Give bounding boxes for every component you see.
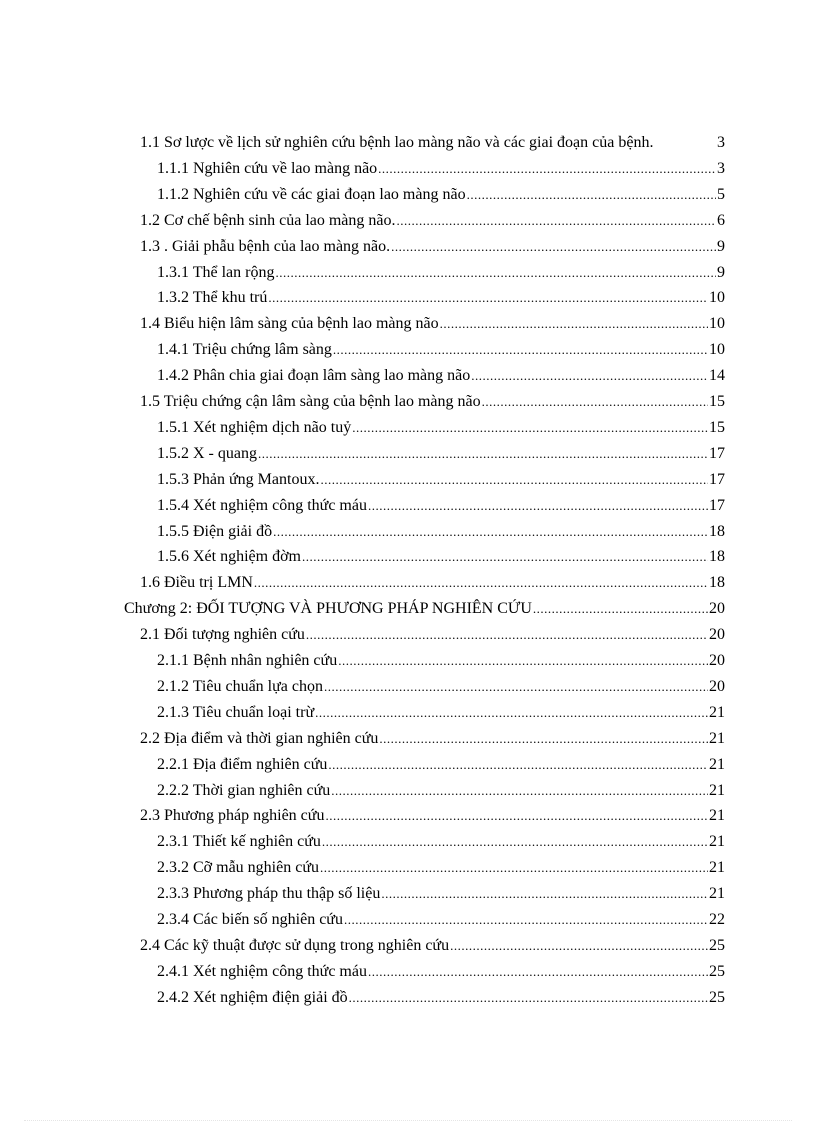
- toc-entry[interactable]: [140, 312, 725, 336]
- toc-dot-leader: [268, 286, 708, 310]
- toc-entry-page-number: 18: [709, 522, 725, 540]
- toc-dot-leader: [315, 701, 708, 725]
- toc-entry-page-number: 21: [709, 807, 725, 825]
- toc-dot-leader: [302, 545, 708, 569]
- toc-entry-title: 2.1.3 Tiêu chuẩn loại trừ: [157, 703, 315, 721]
- toc-dot-leader: [324, 675, 708, 699]
- toc-entry-title: 2.3 Phương pháp nghiên cứu: [140, 807, 325, 825]
- toc-dot-leader: [333, 338, 708, 362]
- toc-entry-title: 1.5.4 Xét nghiệm công thức máu: [157, 496, 367, 514]
- toc-dot-leader: [352, 416, 708, 440]
- toc-entry[interactable]: [157, 649, 725, 673]
- toc-entry[interactable]: [157, 468, 725, 492]
- toc-entry[interactable]: [157, 416, 725, 440]
- toc-entry-title: 1.4.1 Triệu chứng lâm sàng: [157, 341, 332, 359]
- toc-entry-title: 2.1 Đối tượng nghiên cứu: [140, 626, 305, 644]
- toc-entry-page-number: 20: [709, 677, 725, 695]
- toc-entry[interactable]: [157, 442, 725, 466]
- toc-entry[interactable]: [157, 545, 725, 569]
- toc-entry-page-number: 3: [717, 159, 725, 177]
- toc-entry-page-number: 15: [709, 393, 725, 410]
- toc-entry-title: 1.3.2 Thể khu trú: [157, 289, 268, 307]
- toc-entry-page-number: 17: [709, 496, 725, 514]
- toc-entry[interactable]: [140, 235, 725, 259]
- toc-entry-title: 1.5.3 Phản ứng Mantoux.: [157, 470, 320, 488]
- toc-entry-title: 2.1.2 Tiêu chuẩn lựa chọn: [157, 677, 323, 695]
- toc-dot-leader: [397, 209, 716, 233]
- toc-dot-leader: [325, 804, 708, 828]
- toc-entry[interactable]: [140, 571, 725, 595]
- toc-dot-leader: [344, 908, 708, 932]
- toc-entry-page-number: 15: [709, 418, 725, 436]
- toc-entry[interactable]: [157, 157, 725, 181]
- toc-entry-title: 1.1 Sơ lược về lịch sử nghiên cứu bệnh lao màng não và các giai đoạn của bệnh.: [140, 134, 654, 151]
- toc-entry[interactable]: [140, 623, 725, 647]
- toc-entry[interactable]: [157, 882, 725, 906]
- toc-entry-page-number: 22: [709, 911, 725, 928]
- toc-entry-page-number: 21: [709, 859, 725, 877]
- toc-entry-page-number: 20: [709, 626, 725, 644]
- toc-entry[interactable]: [157, 675, 725, 699]
- toc-entry-title: 2.4.1 Xét nghiệm công thức máu: [157, 962, 367, 980]
- toc-entry[interactable]: [157, 364, 725, 388]
- toc-entry-page-number: 10: [709, 315, 725, 333]
- toc-entry-page-number: 21: [709, 703, 725, 721]
- toc-entry-title: 1.4.2 Phân chia giai đoạn lâm sàng lao màng não: [157, 367, 471, 385]
- toc-entry-page-number: 18: [709, 548, 725, 566]
- toc-dot-leader: [254, 571, 708, 595]
- toc-dot-leader: [338, 649, 708, 673]
- toc-entry-page-number: 21: [709, 833, 725, 851]
- toc-entry-page-number: 25: [709, 962, 725, 980]
- toc-entry-page-number: 3: [717, 134, 725, 151]
- toc-dot-leader: [450, 934, 708, 958]
- toc-entry[interactable]: [157, 338, 725, 362]
- toc-dot-leader: [322, 830, 708, 854]
- toc-dot-leader: [306, 623, 708, 647]
- toc-entry-title: 2.3.2 Cỡ mẫu nghiên cứu: [157, 859, 319, 877]
- toc-dot-leader: [258, 442, 708, 466]
- toc-dot-leader: [471, 364, 708, 388]
- toc-entry-title: 2.4 Các kỹ thuật được sử dụng trong nghiên cứu: [140, 936, 450, 954]
- toc-dot-leader: [320, 468, 708, 492]
- toc-entry-title: 2.3.1 Thiết kế nghiên cứu: [157, 833, 321, 851]
- toc-entry[interactable]: [140, 804, 725, 828]
- toc-entry-page-number: 20: [709, 652, 725, 669]
- toc-entry[interactable]: [157, 856, 725, 880]
- toc-entry-title: 2.3.4 Các biến số nghiên cứu: [157, 911, 343, 928]
- toc-dot-leader: [320, 856, 708, 880]
- toc-entry-page-number: 10: [709, 289, 725, 307]
- toc-entry[interactable]: [124, 597, 725, 621]
- toc-entry-page-number: 5: [717, 185, 725, 203]
- toc-entry-title: 1.3.1 Thể lan rộng: [157, 263, 275, 281]
- toc-entry-title: 1.3 . Giải phẫu bệnh của lao màng não.: [140, 237, 391, 255]
- toc-entry-title: 1.1.1 Nghiên cứu về lao màng não: [157, 159, 378, 177]
- toc-entry-title: 1.4 Biểu hiện lâm sàng của bệnh lao màng não: [140, 315, 439, 333]
- toc-dot-leader: [379, 727, 708, 751]
- toc-entry-page-number: 18: [709, 574, 725, 592]
- toc-entry-page-number: 25: [709, 988, 725, 1006]
- page-bottom-rule: [24, 1120, 792, 1121]
- toc-dot-leader: [440, 312, 708, 336]
- toc-entry-page-number: 17: [709, 444, 725, 462]
- toc-dot-leader: [482, 390, 708, 414]
- toc-entry[interactable]: [157, 261, 725, 285]
- toc-entry-title: 2.3.3 Phương pháp thu thập số liệu: [157, 885, 381, 903]
- toc-dot-leader: [368, 494, 708, 518]
- toc-entry[interactable]: [157, 183, 725, 207]
- toc-entry-page-number: 25: [709, 936, 725, 954]
- toc-dot-leader: [391, 235, 716, 259]
- toc-entry[interactable]: [157, 701, 725, 725]
- toc-entry[interactable]: [140, 209, 725, 233]
- toc-entry[interactable]: [140, 934, 725, 958]
- toc-entry-page-number: 14: [709, 367, 725, 385]
- toc-entry-page-number: 6: [717, 211, 725, 229]
- toc-entry-title: 1.2 Cơ chế bệnh sinh của lao màng não.: [140, 211, 396, 229]
- toc-entry[interactable]: [157, 494, 725, 518]
- toc-dot-leader: [328, 753, 708, 777]
- toc-entry-title: 1.5.2 X - quang: [157, 444, 257, 462]
- toc-entry[interactable]: [157, 986, 725, 1010]
- toc-entry-page-number: 20: [709, 600, 725, 618]
- toc-entry-page-number: 21: [709, 885, 725, 903]
- toc-dot-leader: [378, 157, 716, 181]
- toc-entry-title: 2.1.1 Bệnh nhân nghiên cứu: [157, 652, 338, 669]
- toc-entry-title: 1.1.2 Nghiên cứu về các giai đoạn lao màng não: [157, 185, 466, 203]
- toc-entry-page-number: 9: [717, 263, 725, 281]
- toc-entry[interactable]: [157, 830, 725, 854]
- toc-dot-leader: [368, 960, 708, 984]
- toc-entry[interactable]: [140, 390, 725, 414]
- toc-dot-leader: [381, 882, 708, 906]
- toc-entry-title: Chương 2: ĐỐI TƯỢNG VÀ PHƯƠNG PHÁP NGHIÊN CỨU: [124, 600, 532, 618]
- toc-entry-title: 2.4.2 Xét nghiệm điện giải đồ: [157, 988, 348, 1006]
- toc-entry[interactable]: [157, 960, 725, 984]
- toc-entry-title: 2.2.2 Thời gian nghiên cứu: [157, 781, 331, 799]
- toc-dot-leader: [331, 779, 708, 803]
- toc-dot-leader: [349, 986, 708, 1010]
- toc-entry-title: 1.5.6 Xét nghiệm đờm: [157, 548, 301, 566]
- toc-entry-title: 1.5.5 Điện giải đồ: [157, 522, 273, 540]
- toc-entry[interactable]: [157, 286, 725, 310]
- toc-dot-leader: [533, 597, 708, 621]
- toc-entry[interactable]: [157, 753, 725, 777]
- toc-entry-title: 1.5 Triệu chứng cận lâm sàng của bệnh lao màng não: [140, 393, 481, 410]
- toc-entry-page-number: 21: [709, 755, 725, 773]
- toc-entry-page-number: 9: [717, 237, 725, 255]
- toc-dot-leader: [275, 261, 716, 285]
- toc-entry-page-number: 21: [709, 729, 725, 747]
- toc-entry-page-number: 21: [709, 781, 725, 799]
- toc-entry[interactable]: [140, 727, 725, 751]
- toc-entry-title: 2.2 Địa điểm và thời gian nghiên cứu: [140, 729, 379, 747]
- toc-entry-title: 2.2.1 Địa điểm nghiên cứu: [157, 755, 328, 773]
- toc-entry[interactable]: [157, 520, 725, 544]
- toc-entry[interactable]: [157, 779, 725, 803]
- toc-dot-leader: [467, 183, 716, 207]
- toc-dot-leader: [273, 520, 708, 544]
- toc-entry-page-number: 17: [709, 470, 725, 488]
- toc-entry-title: 1.6 Điều trị LMN: [140, 574, 253, 592]
- toc-entry-page-number: 10: [709, 341, 725, 359]
- toc-entry[interactable]: [157, 908, 725, 932]
- toc-entry[interactable]: [140, 131, 725, 155]
- toc-entry-title: 1.5.1 Xét nghiệm dịch não tuỷ: [157, 418, 352, 436]
